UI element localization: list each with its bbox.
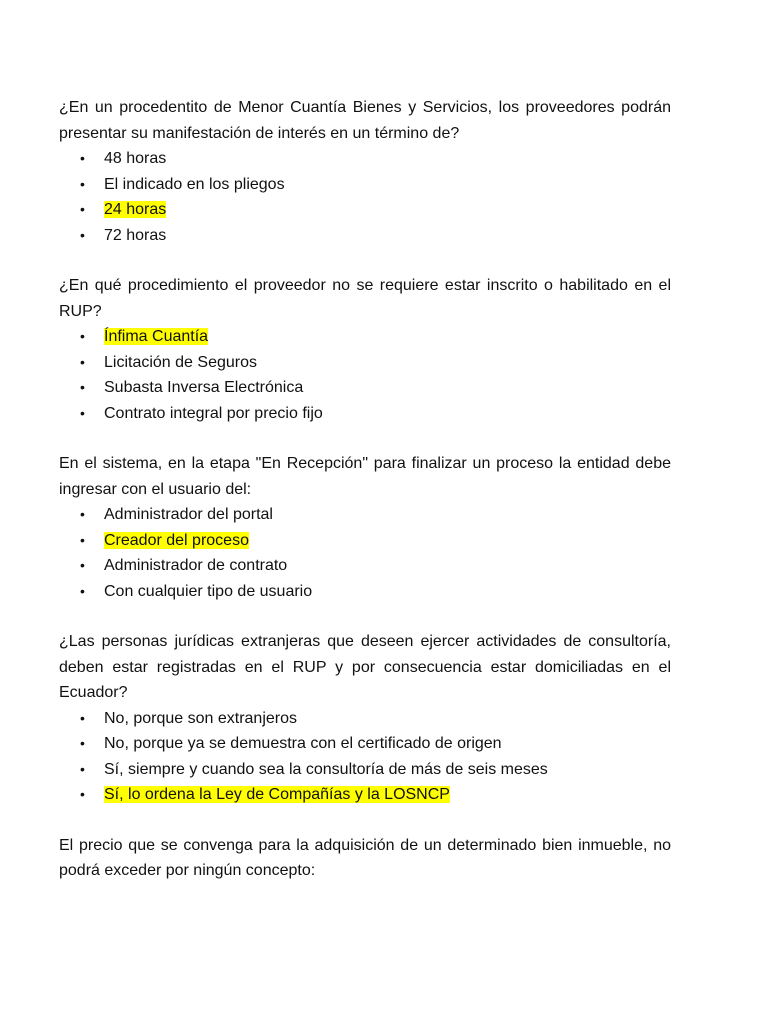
bullet-icon: • xyxy=(80,353,85,370)
answer-option-correct xyxy=(59,324,671,350)
answer-option xyxy=(59,223,671,249)
bullet-icon: • xyxy=(80,786,85,802)
answer-options xyxy=(59,324,671,426)
document-page xyxy=(59,95,671,909)
answer-option-text: No, porque son extranjeros xyxy=(104,709,297,727)
answer-option-text: Licitación de Seguros xyxy=(104,353,257,371)
bullet-icon: • xyxy=(80,582,85,599)
bullet-icon: • xyxy=(80,735,85,751)
question-block xyxy=(59,629,671,808)
answer-options xyxy=(59,502,671,604)
answer-option-text: Administrador del portal xyxy=(104,506,273,523)
bullet-icon: • xyxy=(80,150,85,166)
question-list xyxy=(59,95,671,884)
answer-option-text: El indicado en los pliegos xyxy=(104,175,285,193)
bullet-icon: • xyxy=(80,557,85,573)
answer-option xyxy=(59,757,671,783)
answer-option-text: Ínfima Cuantía xyxy=(104,328,209,345)
bullet-icon: • xyxy=(80,379,85,395)
answer-option-text: 72 horas xyxy=(104,226,167,244)
answer-options xyxy=(59,146,671,248)
answer-option-text: Sí, siempre y cuando sea la consultoría de más de seis meses xyxy=(104,760,548,778)
bullet-icon: • xyxy=(80,175,85,192)
question-text: ¿En un procedentito de Menor Cuantía Bienes y Servicios, los proveedores podrán presentar su manifestación de interés en un término de? xyxy=(59,99,671,142)
question-block xyxy=(59,273,671,426)
answer-option xyxy=(59,146,671,172)
answer-option-correct xyxy=(59,197,671,223)
answer-option-text: Contrato integral por precio fijo xyxy=(104,404,323,422)
question-block xyxy=(59,451,671,604)
answer-option xyxy=(59,731,671,757)
answer-option xyxy=(59,553,671,579)
answer-option xyxy=(59,172,671,198)
answer-option-text: Administrador de contrato xyxy=(104,557,288,574)
answer-option-correct xyxy=(59,528,671,554)
answer-option xyxy=(59,350,671,376)
bullet-icon: • xyxy=(80,506,85,522)
answer-option-text: Creador del proceso xyxy=(104,531,249,549)
answer-option-text: Con cualquier tipo de usuario xyxy=(104,582,313,600)
bullet-icon: • xyxy=(80,760,85,777)
bullet-icon: • xyxy=(80,404,85,421)
question-text: En el sistema, en la etapa "En Recepción" para finalizar un proceso la entidad debe ingresar con el usuario del: xyxy=(59,455,671,498)
bullet-icon: • xyxy=(80,328,85,344)
answer-option xyxy=(59,401,671,427)
answer-option-text: Subasta Inversa Electrónica xyxy=(104,379,304,396)
question-text: El precio que se convenga para la adquisición de un determinado bien inmueble, no podrá exceder por ningún concepto: xyxy=(59,836,671,879)
answer-option-text: 48 horas xyxy=(104,150,167,167)
answer-option-correct xyxy=(59,782,671,808)
answer-option xyxy=(59,706,671,732)
question-text: ¿En qué procedimiento el proveedor no se requiere estar inscrito o habilitado en el RUP? xyxy=(59,277,671,320)
question-block xyxy=(59,833,671,884)
bullet-icon: • xyxy=(80,201,85,217)
answer-option-text: 24 horas xyxy=(104,201,167,218)
answer-option xyxy=(59,579,671,605)
answer-option xyxy=(59,375,671,401)
bullet-icon: • xyxy=(80,226,85,243)
bullet-icon: • xyxy=(80,531,85,548)
question-text: ¿Las personas jurídicas extranjeras que deseen ejercer actividades de consultoría, deben estar registradas en el RUP y por consecuencia estar domiciliadas en el Ecuador? xyxy=(59,633,671,701)
question-block xyxy=(59,95,671,248)
answer-options xyxy=(59,706,671,808)
bullet-icon: • xyxy=(80,709,85,726)
answer-option xyxy=(59,502,671,528)
answer-option-text: Sí, lo ordena la Ley de Compañías y la LOSNCP xyxy=(104,786,450,803)
answer-option-text: No, porque ya se demuestra con el certificado de origen xyxy=(104,735,502,752)
